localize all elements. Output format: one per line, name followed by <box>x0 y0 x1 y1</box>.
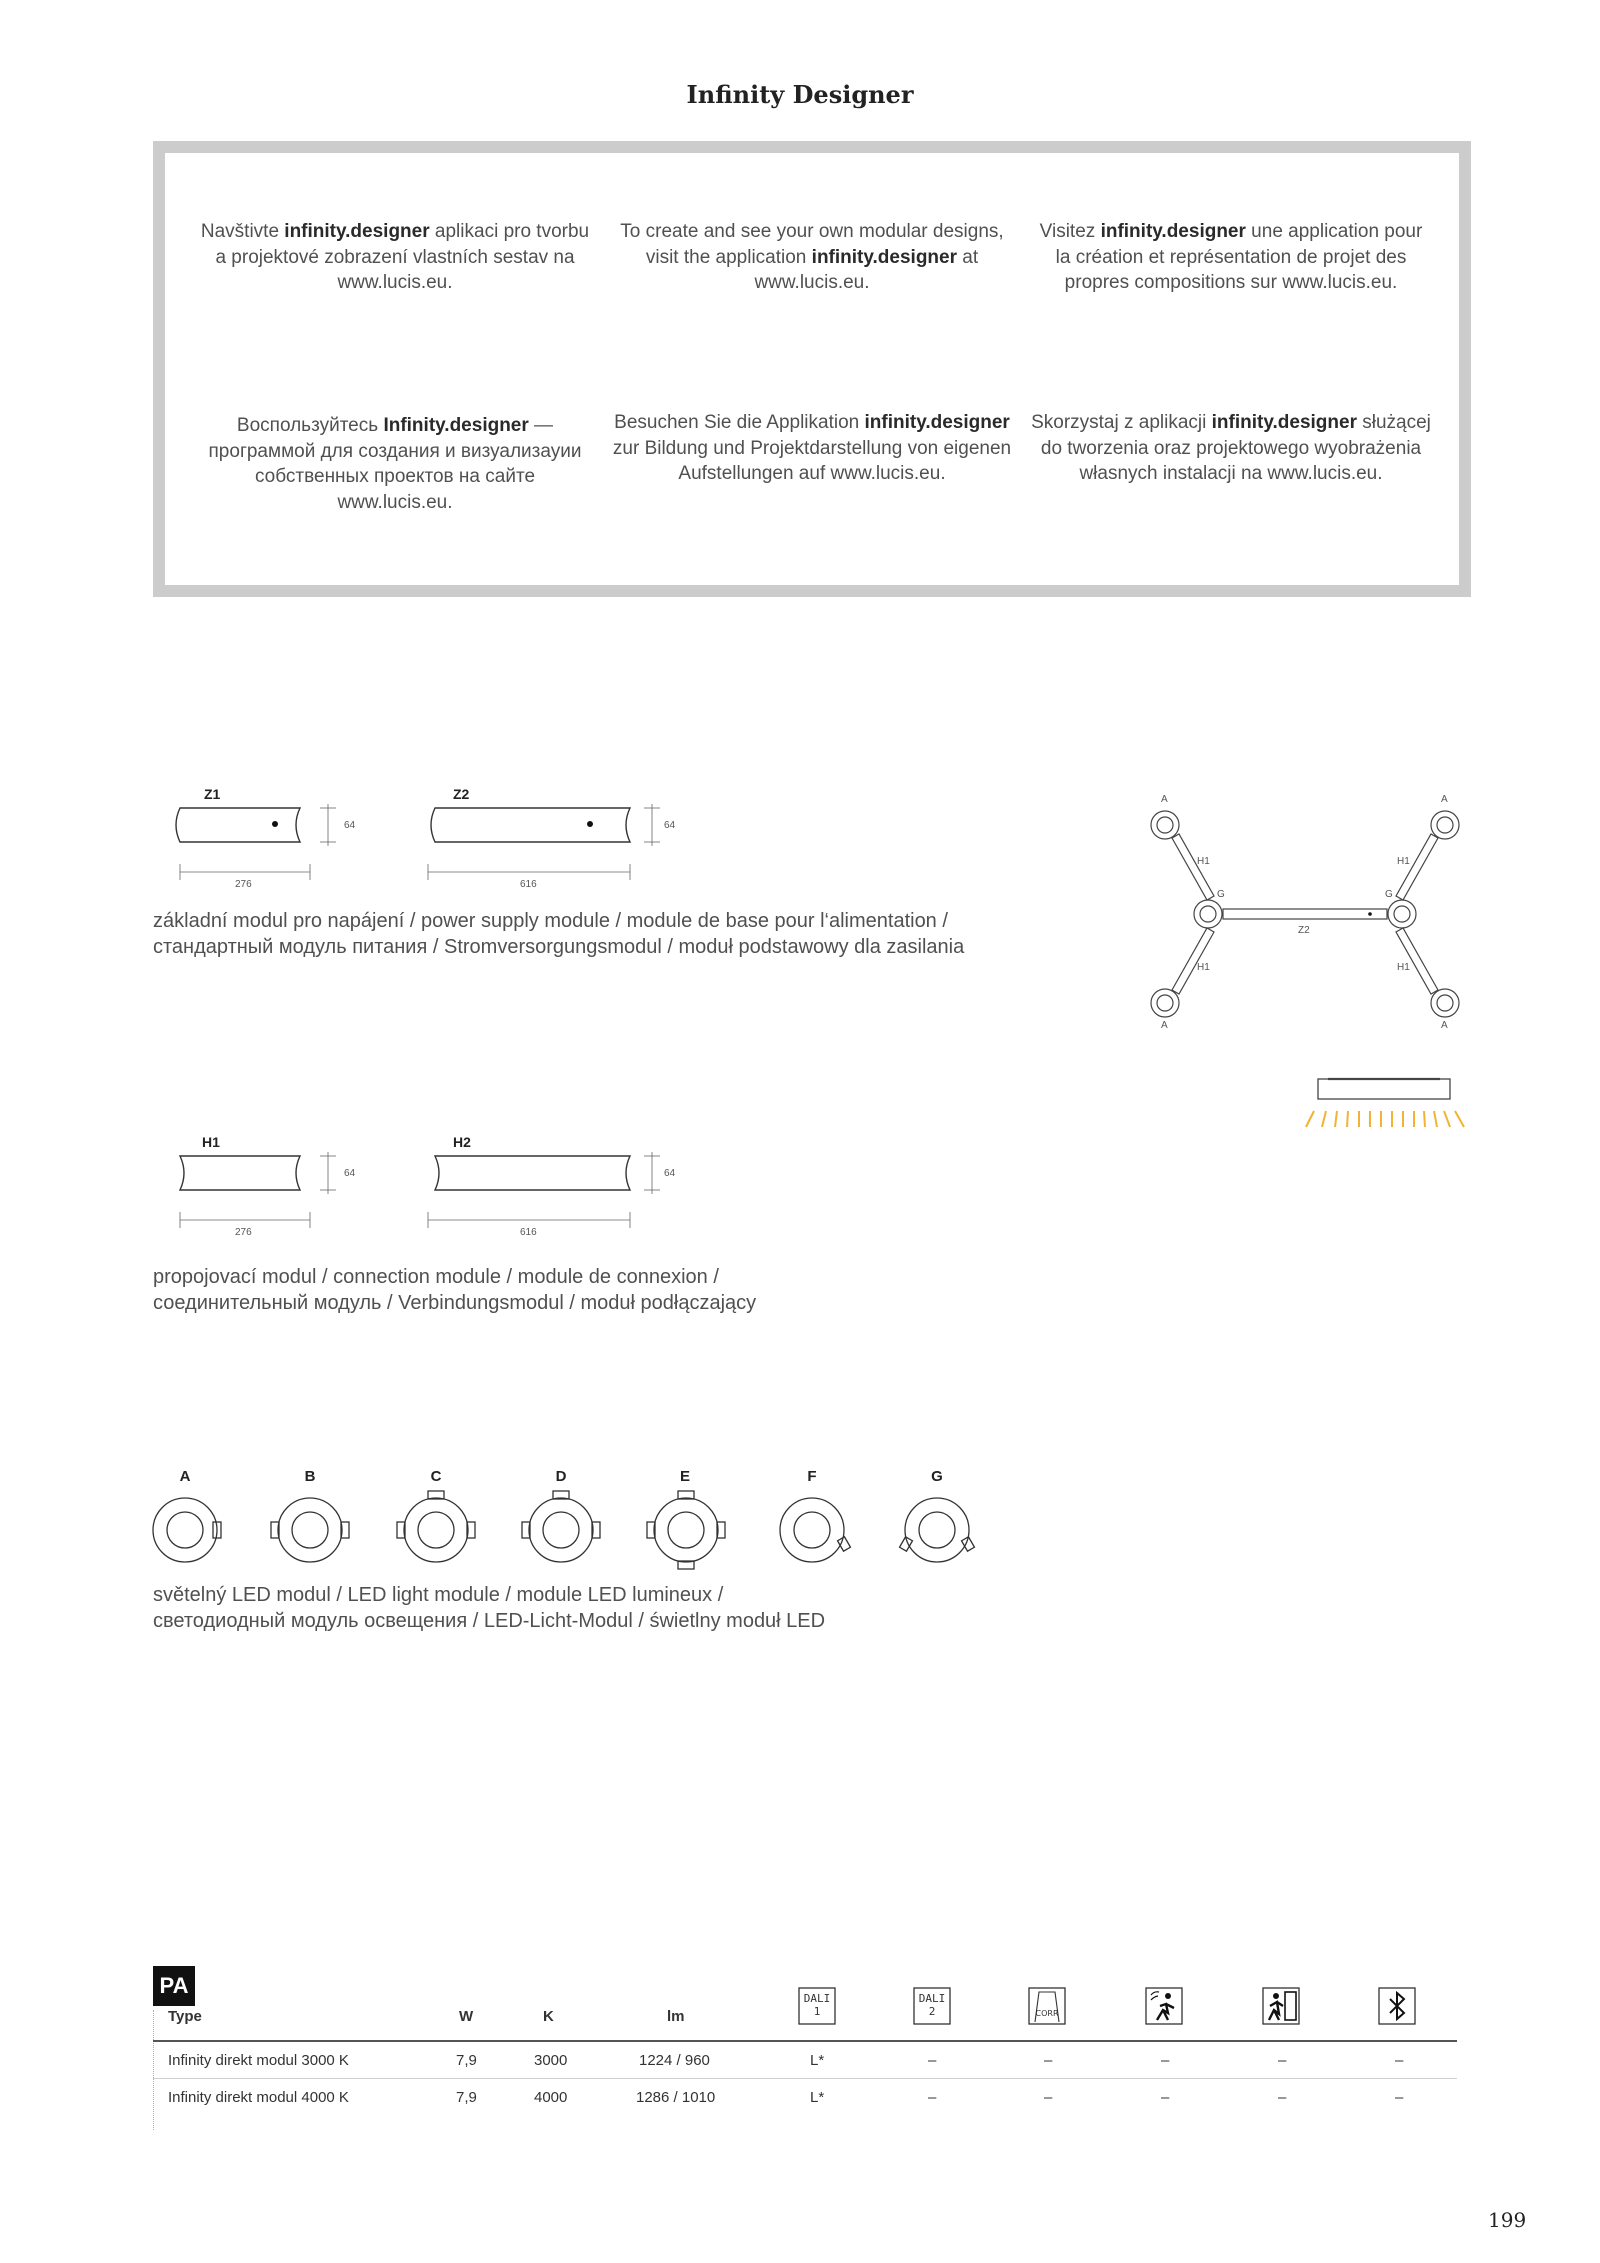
header-type: Type <box>168 2008 202 2025</box>
cell-lm: 1286 / 1010 <box>636 2088 716 2106</box>
info-box <box>153 141 1471 597</box>
z1-height-dim: 64 <box>344 820 356 831</box>
cell-type: Infinity direkt modul 3000 K <box>168 2051 349 2069</box>
header-w: W <box>459 2008 474 2025</box>
z2-width-dim: 616 <box>520 879 537 890</box>
spec-table <box>153 1992 1457 2115</box>
led-module-label-e: E <box>679 1468 690 1485</box>
led-ring-g <box>900 1498 975 1562</box>
assembly-h1-label: H1 <box>1197 962 1210 973</box>
brand-link: Infinity.designer <box>383 415 529 436</box>
cell-motion: – <box>1161 2088 1170 2106</box>
z2-height-dim: 64 <box>664 820 676 831</box>
supply-module-caption: základní modul pro napájení / power supply module / module de base pour l‘alimentation / стандартный модуль питания / Stromversorgungsmodul / moduł podstawowy dla zasilania <box>153 910 965 958</box>
supply-module-drawing <box>160 780 720 895</box>
cell-bluetooth: – <box>1395 2051 1404 2069</box>
cell-dali1: L* <box>810 2051 825 2069</box>
brand-link: infinity.designer <box>1211 412 1357 433</box>
info-text-ru: Воспользуйтесь Infinity.designer — программой для создания и визуализауии собственных проектов на сайте www.lucis.eu. <box>208 415 582 513</box>
led-ring-b <box>271 1498 349 1562</box>
led-module-label-c: C <box>430 1468 442 1485</box>
cell-type: Infinity direkt modul 4000 K <box>168 2088 349 2106</box>
header-k: K <box>543 2008 554 2025</box>
info-text-de: Besuchen Sie die Applikation infinity.designer zur Bildung und Projektdarstellung von eigenen Aufstellungen auf www.lucis.eu. <box>612 412 1012 484</box>
assembly-h1-label: H1 <box>1397 856 1410 867</box>
led-ring-a <box>153 1498 221 1562</box>
z1-width-dim: 276 <box>235 879 252 890</box>
cell-corr: – <box>1044 2088 1053 2106</box>
assembly-a-label: A <box>1161 1020 1168 1030</box>
corridor-function-icon <box>1027 1986 1067 2026</box>
table-row <box>153 2079 1457 2115</box>
emergency-exit-icon <box>1261 1986 1301 2026</box>
h2-module-shape <box>435 1156 630 1190</box>
svg-text:CORR: CORR <box>1035 2009 1059 2018</box>
assembly-z2-label: Z2 <box>1298 925 1310 936</box>
table-row <box>153 2042 1457 2079</box>
led-module-label-a: A <box>179 1468 191 1485</box>
assembly-g-label: G <box>1217 889 1225 900</box>
page-number: 199 <box>1488 2208 1527 2232</box>
assembly-a-label: A <box>1441 1020 1448 1030</box>
cell-dali2: – <box>928 2051 937 2069</box>
cell-emergency: – <box>1278 2088 1287 2106</box>
assembly-a-label: A <box>1161 794 1168 805</box>
brand-link: infinity.designer <box>811 246 958 268</box>
h2-width-dim: 616 <box>520 1227 537 1238</box>
assembly-h1-label: H1 <box>1397 962 1410 973</box>
dali-1-icon <box>797 1986 837 2026</box>
z2-module-shape <box>431 808 630 842</box>
z1-label: Z1 <box>204 786 221 802</box>
led-modules-drawing <box>150 1485 1000 1585</box>
info-text-fr: Visitez infinity.designer une application pour la création et représentation de projet des propres compositions sur www.lucis.eu. <box>1039 221 1423 293</box>
h2-label: H2 <box>453 1134 471 1150</box>
z2-label: Z2 <box>453 786 470 802</box>
h1-width-dim: 276 <box>235 1227 252 1238</box>
svg-text:DALI2: DALI 2 <box>918 1992 946 2018</box>
info-text-pl: Skorzystaj z aplikacji infinity.designer służącej do tworzenia oraz projektowego wyobrażenia własnych instalacji na www.lucis.eu. <box>1031 412 1431 484</box>
h1-module-shape <box>180 1156 300 1190</box>
connection-module-drawing <box>160 1128 720 1243</box>
dali-2-icon <box>912 1986 952 2026</box>
connection-module-caption: propojovací modul / connection module / module de connexion / соединительный модуль / Verbindungsmodul / moduł podłączający <box>153 1266 757 1314</box>
assembly-h1-label: H1 <box>1197 856 1210 867</box>
info-text-cs: Navštivte infinity.designer aplikaci pro tvorbu a projektové zobrazení vlastních sestav na www.lucis.eu. <box>200 221 590 293</box>
header-lm: lm <box>667 2008 685 2025</box>
h2-height-dim: 64 <box>664 1168 676 1179</box>
led-ring-d <box>522 1491 600 1562</box>
cell-k: 4000 <box>534 2088 568 2106</box>
brand-link: infinity.designer <box>284 221 430 242</box>
assembly-diagram <box>1115 790 1475 1030</box>
cell-dali1: L* <box>810 2088 825 2106</box>
led-module-label-g: G <box>931 1468 943 1485</box>
cell-w: 7,9 <box>456 2051 477 2069</box>
brand-link: infinity.designer <box>1100 221 1246 242</box>
cell-motion: – <box>1161 2051 1170 2069</box>
cell-corr: – <box>1044 2051 1053 2069</box>
h1-height-dim: 64 <box>344 1168 356 1179</box>
led-module-label-b: B <box>304 1468 316 1485</box>
led-ring-e <box>647 1491 725 1569</box>
assembly-g-label: G <box>1385 889 1393 900</box>
page-title: Infinity Designer <box>686 80 914 109</box>
cell-w: 7,9 <box>456 2088 477 2106</box>
direct-light-icon <box>1300 1075 1470 1137</box>
led-module-label-d: D <box>555 1468 567 1485</box>
pa-badge: PA <box>153 1966 195 2006</box>
h1-label: H1 <box>202 1134 220 1150</box>
cell-bluetooth: – <box>1395 2088 1404 2106</box>
motion-sensor-icon <box>1144 1986 1184 2026</box>
cell-dali2: – <box>928 2088 937 2106</box>
led-ring-f <box>780 1498 850 1562</box>
svg-text:DALI1: DALI 1 <box>803 1992 831 2018</box>
led-module-caption: světelný LED modul / LED light module / module LED lumineux / светодиодный модуль освещения / LED-Licht-Modul / świetlny moduł LED <box>153 1584 826 1632</box>
z1-module-shape <box>176 808 300 842</box>
info-text-en: To create and see your own modular designs, visit the application infinity.designer at www.lucis.eu. <box>620 221 1004 293</box>
assembly-a-label: A <box>1441 794 1448 805</box>
led-module-label-f: F <box>807 1468 817 1485</box>
cell-k: 3000 <box>534 2051 568 2069</box>
cell-lm: 1224 / 960 <box>639 2051 710 2069</box>
table-header-row <box>153 1992 1457 2042</box>
brand-link: infinity.designer <box>864 412 1010 433</box>
led-ring-c <box>397 1491 475 1562</box>
cell-emergency: – <box>1278 2051 1287 2069</box>
bluetooth-icon <box>1377 1986 1417 2026</box>
